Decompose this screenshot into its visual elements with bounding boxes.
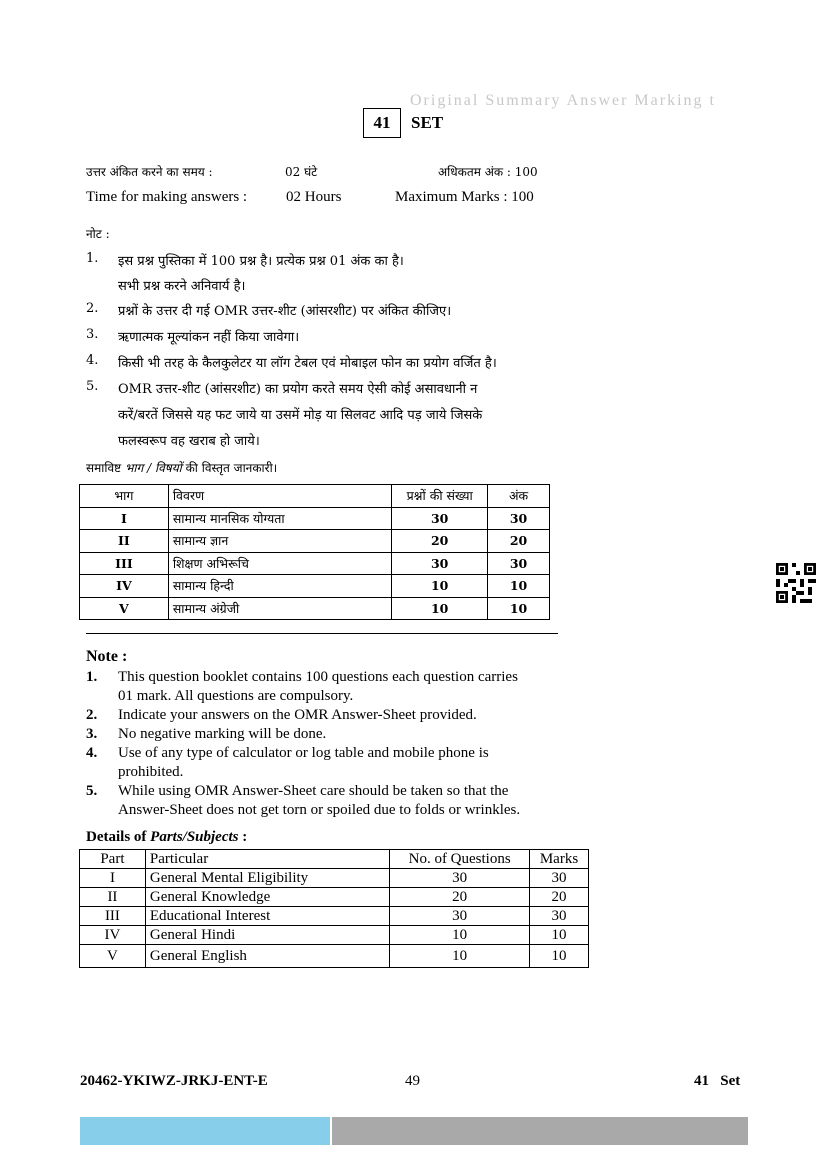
hindi-details-table	[79, 484, 550, 620]
faint-header-text: Original Summary Answer Marking t	[410, 92, 716, 109]
footer-bar-blue	[80, 1117, 330, 1145]
hindi-note-item	[86, 327, 586, 353]
table-cell: II	[80, 888, 146, 907]
hindi-note-item	[86, 251, 586, 276]
table-cell: 30	[488, 552, 550, 575]
hindi-note-num: 2.	[86, 301, 99, 316]
table-cell: III	[80, 907, 146, 926]
table-cell: 10	[390, 926, 530, 945]
english-note-line: No negative marking will be done.	[118, 726, 327, 742]
table-cell: General Mental Eligibility	[145, 869, 389, 888]
hindi-note-line: प्रश्नों के उत्तर दी गई OMR उत्तर-शीट (आंसरशीट) पर अंकित कीजिए।	[118, 304, 452, 319]
table-header-cell: विवरण	[168, 485, 391, 508]
page-number: 49	[405, 1073, 420, 1089]
table-cell: 20	[390, 888, 530, 907]
hindi-note-line: सभी प्रश्न करने अनिवार्य है।	[118, 279, 246, 294]
hindi-max-marks: अधिकतम अंक : 100	[438, 165, 538, 179]
english-note-line: prohibited.	[118, 764, 184, 780]
table-row	[80, 888, 589, 907]
table-cell: 30	[390, 869, 530, 888]
table-cell: सामान्य हिन्दी	[168, 575, 391, 598]
table-header-cell: प्रश्नों की संख्या	[392, 485, 488, 508]
english-time-label: Time for making answers :	[86, 189, 248, 205]
hindi-details-italic: भाग / विषयों	[125, 461, 182, 475]
booklet-code: 20462-YKIWZ-JRKJ-ENT-E	[80, 1073, 268, 1089]
hindi-notes-list	[86, 251, 586, 457]
english-note-item	[86, 725, 586, 744]
table-cell: सामान्य अंग्रेजी	[168, 597, 391, 620]
table-header-cell: Part	[80, 850, 146, 869]
english-note-line: This question booklet contains 100 questions each question carries	[118, 669, 518, 685]
english-note-line: Indicate your answers on the OMR Answer-Sheet provided.	[118, 707, 477, 723]
english-note-line: 01 mark. All questions are compulsory.	[118, 688, 354, 704]
english-note-title: Note :	[86, 648, 128, 665]
table-cell: General English	[145, 945, 389, 968]
table-cell: 10	[392, 575, 488, 598]
hindi-details-heading	[86, 459, 277, 476]
english-details-italic: Parts/Subjects	[150, 829, 239, 845]
table-cell: II	[80, 530, 169, 553]
table-cell: 20	[488, 530, 550, 553]
section-divider	[86, 633, 558, 634]
table-header-cell: भाग	[80, 485, 169, 508]
english-details-prefix: Details of	[86, 829, 151, 845]
table-cell: 30	[488, 507, 550, 530]
table-cell: 30	[392, 552, 488, 575]
table-cell: I	[80, 869, 146, 888]
set-number: 41	[363, 108, 401, 138]
english-note-line: While using OMR Answer-Sheet care should be taken so that the	[118, 783, 509, 799]
english-note-num: 1.	[86, 669, 98, 685]
table-row	[80, 907, 589, 926]
hindi-note-line: किसी भी तरह के कैलकुलेटर या लॉग टेबल एवं मोबाइल फोन का प्रयोग वर्जित है।	[118, 356, 497, 371]
set-indicator	[363, 108, 443, 138]
english-note-item	[86, 668, 586, 706]
english-notes	[86, 648, 586, 820]
table-cell: I	[80, 507, 169, 530]
footer-bar-gray	[332, 1117, 748, 1145]
hindi-time-value: 02 घंटे	[285, 165, 318, 179]
english-note-line: Use of any type of calculator or log table and mobile phone is	[118, 745, 489, 761]
table-cell: 30	[390, 907, 530, 926]
table-cell: General Hindi	[145, 926, 389, 945]
hindi-note-line: करें/बरतें जिससे यह फट जाये या उसमें मोड़ या सिलवट आदि पड़ जाये जिसके	[118, 408, 483, 423]
table-cell: 10	[488, 575, 550, 598]
hindi-note-item	[86, 379, 586, 405]
hindi-note-num: 4.	[86, 353, 99, 368]
english-note-num: 4.	[86, 745, 98, 761]
set-label: SET	[411, 113, 444, 132]
footer-set: 41 Set	[694, 1073, 741, 1089]
english-note-num: 2.	[86, 707, 98, 723]
hindi-note-num: 1.	[86, 251, 99, 266]
table-cell: शिक्षण अभिरूचि	[168, 552, 391, 575]
table-header-row	[80, 850, 589, 869]
table-cell: General Knowledge	[145, 888, 389, 907]
english-note-num: 5.	[86, 783, 98, 799]
hindi-details-suffix: की विस्तृत जानकारी।	[181, 461, 278, 475]
english-details-suffix: :	[238, 829, 248, 845]
table-row	[80, 869, 589, 888]
table-cell: सामान्य ज्ञान	[168, 530, 391, 553]
hindi-note-item-continuation	[86, 405, 586, 431]
hindi-note-line: OMR उत्तर-शीट (आंसरशीट) का प्रयोग करते समय ऐसी कोई असावधानी न	[118, 382, 478, 397]
table-cell: V	[80, 945, 146, 968]
hindi-note-title: नोट :	[86, 227, 110, 241]
table-cell: 10	[488, 597, 550, 620]
table-cell: 10	[392, 597, 488, 620]
table-header-cell: अंक	[488, 485, 550, 508]
hindi-note-line: इस प्रश्न पुस्तिका में 100 प्रश्न है। प्रत्येक प्रश्न 01 अंक का है।	[118, 254, 404, 269]
hindi-note-num: 3.	[86, 327, 99, 342]
table-row	[80, 945, 589, 968]
english-note-item	[86, 782, 586, 820]
table-cell: IV	[80, 926, 146, 945]
table-row	[80, 597, 550, 620]
english-note-line: Answer-Sheet does not get torn or spoiled due to folds or wrinkles.	[118, 802, 521, 818]
table-cell: 20	[392, 530, 488, 553]
table-cell: 30	[530, 907, 589, 926]
table-cell: 10	[390, 945, 530, 968]
table-cell: 10	[530, 945, 589, 968]
table-header-cell: Particular	[145, 850, 389, 869]
table-cell: 30	[530, 869, 589, 888]
english-note-item	[86, 744, 586, 782]
table-cell: V	[80, 597, 169, 620]
english-details-table	[79, 849, 589, 968]
table-header-row	[80, 485, 550, 508]
hindi-time-label: उत्तर अंकित करने का समय :	[86, 165, 213, 179]
hindi-note-item-continuation	[86, 276, 586, 301]
table-cell: Educational Interest	[145, 907, 389, 926]
hindi-note-item-continuation	[86, 431, 586, 457]
table-cell: 30	[392, 507, 488, 530]
table-row	[80, 530, 550, 553]
english-time-value: 02 Hours	[286, 189, 342, 205]
table-cell: 10	[530, 926, 589, 945]
table-header-cell: No. of Questions	[390, 850, 530, 869]
table-cell: सामान्य मानसिक योग्यता	[168, 507, 391, 530]
table-header-cell: Marks	[530, 850, 589, 869]
hindi-note-item	[86, 353, 586, 379]
hindi-note-item	[86, 301, 586, 327]
table-row	[80, 926, 589, 945]
english-note-num: 3.	[86, 726, 98, 742]
table-row	[80, 507, 550, 530]
table-cell: 20	[530, 888, 589, 907]
hindi-note-line: फलस्वरूप वह खराब हो जाये।	[118, 434, 260, 449]
table-row	[80, 552, 550, 575]
hindi-note-num: 5.	[86, 379, 99, 394]
english-details-heading	[86, 829, 247, 846]
qr-code-icon	[776, 563, 816, 603]
table-cell: IV	[80, 575, 169, 598]
table-row	[80, 575, 550, 598]
english-note-item	[86, 706, 586, 725]
hindi-details-prefix: समाविष्ट	[86, 461, 125, 475]
hindi-note-line: ऋणात्मक मूल्यांकन नहीं किया जावेगा।	[118, 330, 300, 345]
table-cell: III	[80, 552, 169, 575]
english-max-marks: Maximum Marks : 100	[395, 189, 534, 205]
